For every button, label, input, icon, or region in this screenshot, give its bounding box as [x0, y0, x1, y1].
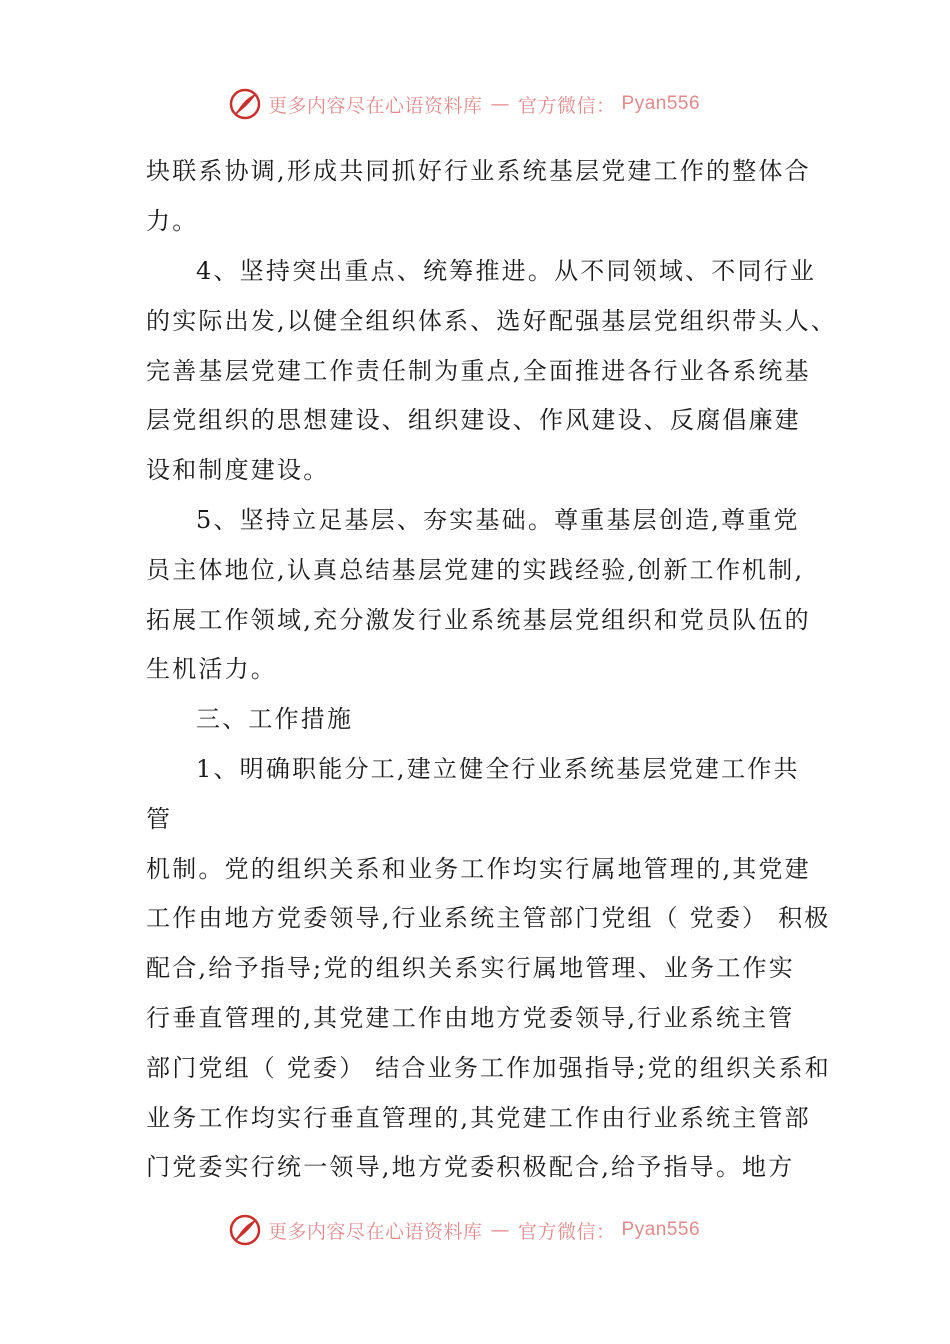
feather-pen-logo-icon	[228, 87, 262, 121]
text-line: 员主体地位,认真总结基层党建的实践经验,创新工作机制,	[146, 556, 805, 584]
text-line: 5、坚持立足基层、夯实基础。尊重基层创造,尊重党	[196, 506, 800, 534]
watermark-dash: —	[490, 1219, 511, 1241]
text-line: 门党委实行统一领导,地方党委积极配合,给予指导。地方	[146, 1153, 795, 1181]
section-heading: 三、工作措施	[196, 705, 354, 733]
watermark-main-text: 更多内容尽在心语资料库	[268, 1220, 483, 1243]
text-line: 工作由地方党委领导,行业系统主管部门党组（ 党委） 积极	[146, 904, 831, 932]
text-line: 完善基层党建工作责任制为重点,全面推进各行业各系统基	[146, 357, 811, 385]
text-line: 配合,给予指导;党的组织关系实行属地管理、业务工作实	[146, 954, 795, 982]
text-line: 部门党组（ 党委） 结合业务工作加强指导;党的组织关系和	[146, 1054, 831, 1082]
text-line: 设和制度建设。	[146, 456, 330, 484]
text-line: 拓展工作领域,充分激发行业系统基层党组织和党员队伍的	[146, 606, 811, 634]
watermark-label: 官方微信：	[518, 1220, 616, 1243]
text-line: 块联系协调,形成共同抓好行业系统基层党建工作的整体合	[146, 157, 811, 185]
text-line: 的实际出发,以健全组织体系、选好配强基层党组织带头人、	[146, 307, 838, 335]
text-line: 力。	[146, 207, 199, 235]
watermark-wechat-id: Pyan556	[621, 1219, 701, 1240]
text-line: 机制。党的组织关系和业务工作均实行属地管理的,其党建	[146, 855, 811, 883]
watermark-label: 官方微信：	[518, 94, 616, 117]
watermark-footer	[228, 1213, 700, 1247]
watermark-dash: —	[490, 93, 511, 115]
feather-pen-logo-icon	[228, 1213, 262, 1247]
text-line: 层党组织的思想建设、组织建设、作风建设、反腐倡廉建	[146, 406, 801, 434]
text-line: 生机活力。	[146, 655, 277, 683]
text-line: 行垂直管理的,其党建工作由地方党委领导,行业系统主管	[146, 1004, 795, 1032]
text-line: 管	[146, 805, 173, 833]
watermark-main-text: 更多内容尽在心语资料库	[268, 94, 483, 117]
watermark-wechat-id: Pyan556	[621, 93, 701, 114]
text-line: 1、明确职能分工,建立健全行业系统基层党建工作共	[196, 755, 800, 783]
text-line: 业务工作均实行垂直管理的,其党建工作由行业系统主管部	[146, 1104, 811, 1132]
text-line: 4、坚持突出重点、统筹推进。从不同领域、不同行业	[196, 257, 817, 285]
watermark-header	[228, 87, 700, 121]
